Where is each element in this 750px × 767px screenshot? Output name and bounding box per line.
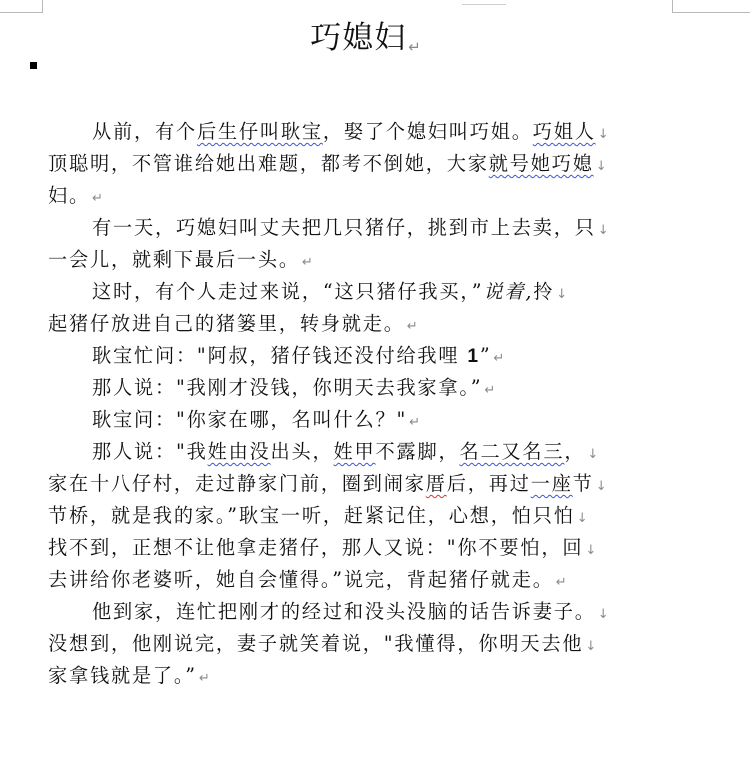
- line-break-icon: ↓: [595, 159, 609, 174]
- document-body: [48, 116, 690, 692]
- text-line: 没想到，他刚说完，妻子就笑着说，"我懂得，你明天去他 ↓: [48, 632, 599, 655]
- text-line: 家在十八仔村，走过静家门前，圈到闹家厝后，再过一座节 ↓: [48, 472, 609, 495]
- text-line: 妇。 ↵: [48, 184, 105, 207]
- grammar-flag: 姓由没: [207, 440, 271, 463]
- line-break-icon: ↓: [576, 511, 590, 526]
- text-line: 从前，有个后生仔叫耿宝，娶了个媳妇叫巧姐。巧姐人 ↓: [92, 120, 611, 143]
- grammar-flag: 姓甲: [333, 440, 376, 463]
- text-line: 他到家，连忙把刚才的经过和没头没脑的话告诉妻子。 ↓: [92, 600, 611, 623]
- line-break-icon: ↓: [597, 223, 611, 238]
- text-line: 找不到，正想不让他拿走猪仔，那人又说："你不要怕，回 ↓: [48, 536, 599, 559]
- line-break-icon: ↓: [597, 607, 611, 622]
- grammar-flag: 一座: [530, 472, 573, 495]
- paragraph-mark-icon: ↵: [301, 255, 315, 270]
- text-line: 一会儿，就剩下最后一头。 ↵: [48, 248, 315, 271]
- text-line: 那人说："我姓由没出头，姓甲不露脚，名二又名三， ↓: [92, 440, 601, 463]
- text-line: 顶聪明，不管谁给她出难题，都考不倒她，大家就号她巧媳 ↓: [48, 152, 609, 175]
- text-line: 节桥，就是我的家。”耿宝一听，赶紧记住，心想，怕只怕 ↓: [48, 504, 590, 527]
- document-title: 巧媳妇 ↵: [310, 20, 422, 56]
- paragraph-mark-icon: ↵: [406, 319, 420, 334]
- grammar-flag: 巧姐人: [532, 120, 596, 143]
- text-line: 有一天，巧媳妇叫丈夫把几只猪仔，挑到市上去卖，只 ↓: [92, 216, 611, 239]
- paragraph-mark-icon: ↵: [493, 351, 507, 366]
- crop-mark-left: [0, 0, 43, 13]
- paragraph-mark-icon: ↵: [198, 671, 212, 686]
- text-line: 耿宝问："你家在哪，名叫什么？" ↵: [92, 408, 422, 431]
- crop-mark-middle: [462, 0, 506, 5]
- line-break-icon: ↓: [597, 127, 611, 142]
- grammar-flag: 就号她巧媳: [488, 152, 594, 175]
- text-line: 去讲给你老婆听，她自会懂得。”说完，背起猪仔就走。 ↵: [48, 568, 569, 591]
- grammar-flag: 名二又名三: [459, 440, 565, 463]
- paragraph-mark-icon: ↵: [555, 575, 569, 590]
- paragraph-mark-icon: ↵: [484, 383, 498, 398]
- line-break-icon: ↓: [595, 479, 609, 494]
- grammar-flag: 后生仔叫耿宝: [196, 120, 323, 143]
- text-line: 这时，有个人走过来说，“这只猪仔我买，”说着,拎 ↓: [92, 280, 569, 303]
- line-break-icon: ↓: [587, 447, 601, 462]
- paragraph-mark-icon: ↵: [409, 415, 422, 430]
- paragraph-anchor-icon: [30, 62, 37, 69]
- line-break-icon: ↓: [585, 543, 599, 558]
- text-line: 家拿钱就是了。” ↵: [48, 664, 212, 687]
- crop-mark-right: [672, 0, 750, 13]
- text-line: 耿宝忙问："阿叔，猪仔钱还没付给我哩 1” ↵: [92, 344, 507, 367]
- text-line: 那人说："我刚才没钱，你明天去我家拿。” ↵: [92, 376, 498, 399]
- spelling-flag: 厝: [425, 472, 447, 495]
- line-break-icon: ↓: [585, 639, 599, 654]
- text-line: 起猪仔放进自己的猪篓里，转身就走。 ↵: [48, 312, 420, 335]
- line-break-icon: ↓: [556, 287, 569, 302]
- paragraph-mark-icon: ↵: [408, 38, 422, 56]
- paragraph-mark-icon: ↵: [91, 191, 105, 206]
